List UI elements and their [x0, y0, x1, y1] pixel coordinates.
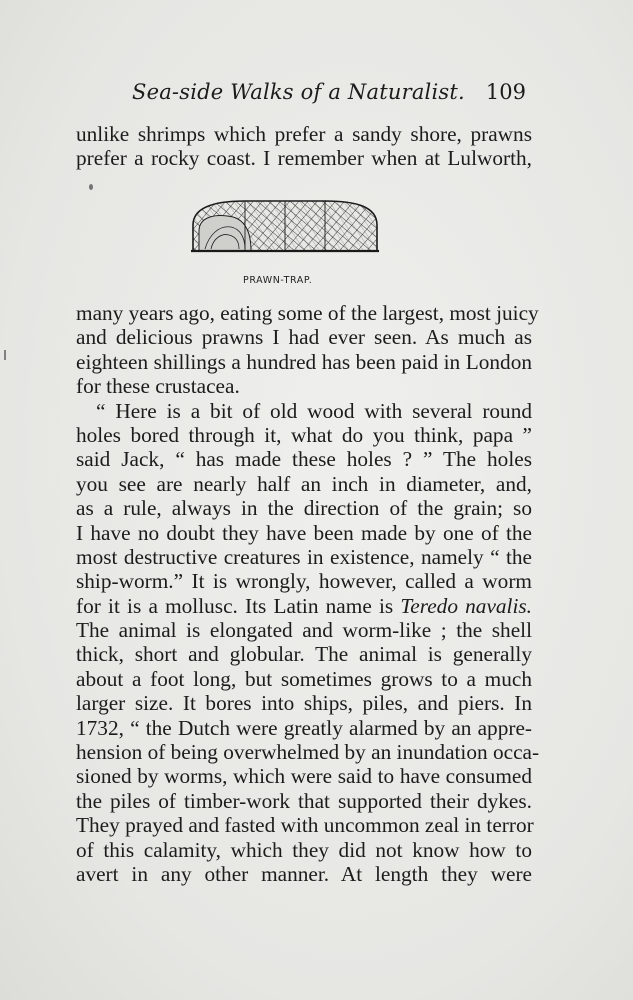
text-line-with-latin [76, 594, 532, 618]
text-line: 1732, “ the Dutch were greatly alarmed by an appre- [76, 715, 532, 740]
text-line: I have no doubt they have been made by one of the [76, 520, 532, 545]
running-head [76, 80, 532, 110]
text-line: the piles of timber-work that supported their dykes. [76, 788, 532, 813]
text-line: said Jack, “ has made these holes ? ” The holes [76, 447, 532, 472]
text-line: holes bored through it, what do you think, papa ” [76, 422, 532, 447]
text-segment: for it is a mollusc. Its Latin name is [76, 593, 394, 618]
text-line: They prayed and fasted with uncommon zeal in terror [76, 813, 534, 838]
text-line: about a foot long, but sometimes grows to a much [76, 666, 532, 691]
text-line: thick, short and globular. The animal is generally [76, 642, 532, 667]
text-line: hension of being overwhelmed by an inundation occa- [76, 740, 540, 765]
page-number: 109 [485, 80, 526, 104]
prawn-trap-illustration [185, 195, 385, 265]
text-line: avert in any other manner. At length they were [76, 861, 532, 886]
text-line: and delicious prawns I had ever seen. As much as [76, 325, 532, 350]
text-line: most destructive creatures in existence, namely “ the [76, 544, 532, 569]
text-line: “ Here is a bit of old wood with several round [96, 398, 532, 423]
text-line: you see are nearly half an inch in diameter, and, [76, 471, 532, 496]
ink-speck [89, 184, 93, 190]
text-line: The animal is elongated and worm-like ; the shell [76, 618, 532, 643]
text-line: of this calamity, which they did not know how to [76, 837, 532, 862]
text-line: larger size. It bores into ships, piles, and piers. In [76, 691, 532, 716]
paragraph-top [76, 122, 532, 171]
latin-name: Teredo navalis. [400, 593, 532, 618]
figure-caption: PRAWN-TRAP. [243, 275, 313, 286]
paragraph-main [76, 301, 540, 886]
text-line: for these crustacea. [76, 374, 240, 399]
running-title: Sea-side Walks of a Naturalist. [132, 80, 465, 104]
margin-mark [4, 350, 6, 360]
text-line: eighteen shillings a hundred has been paid in London [76, 349, 532, 374]
text-line: unlike shrimps which prefer a sandy shore, prawns [76, 122, 532, 146]
text-line: prefer a rocky coast. I remember when at Lulworth, [76, 146, 532, 171]
text-line: sioned by worms, which were said to have consumed [76, 764, 532, 789]
text-line: ship-worm.” It is wrongly, however, called a worm [76, 569, 532, 594]
text-line: many years ago, eating some of the largest, most juicy [76, 301, 539, 325]
text-line: as a rule, always in the direction of the grain; so [76, 496, 532, 521]
